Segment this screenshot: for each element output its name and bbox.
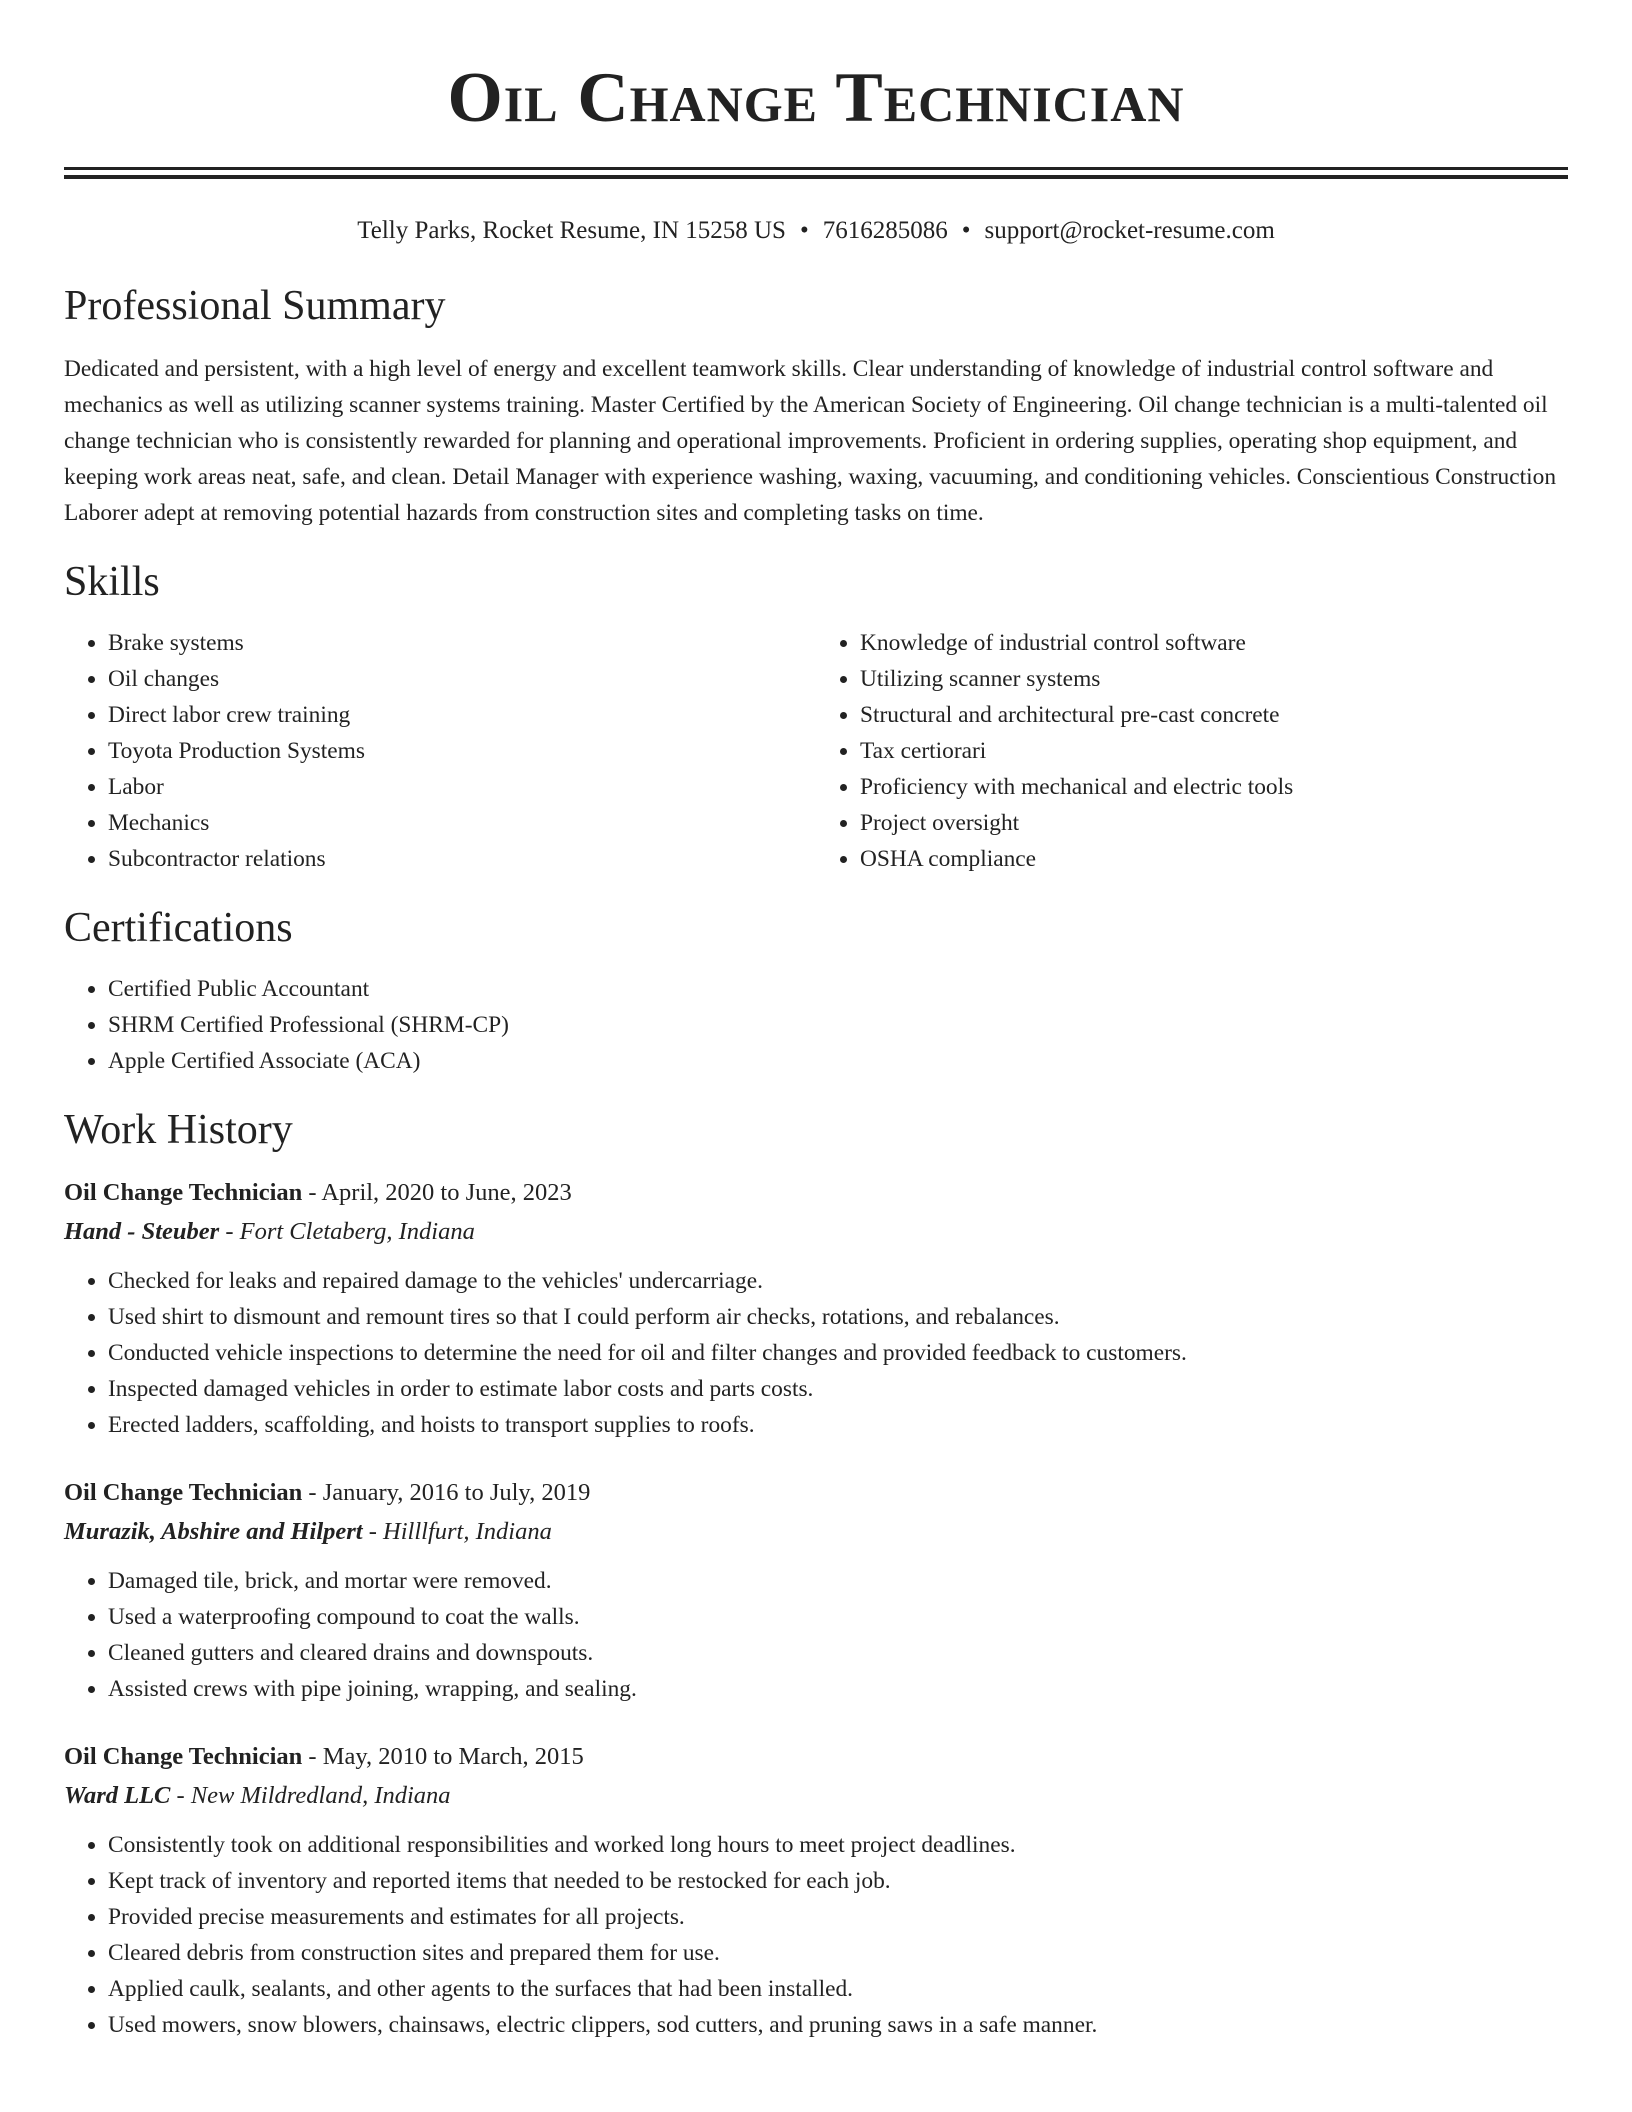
job-role: Oil Change Technician [64,1179,303,1206]
job-entry [64,1473,1568,1707]
skill-item: • Labor [108,769,816,805]
job-bullets [64,1263,1568,1443]
job-bullet: • Used shirt to dismount and remount tires so that I could perform air checks, rotations, and rebalances. [108,1299,1568,1335]
skill-item: • OSHA compliance [860,841,1568,877]
skill-item: • Tax certiorari [860,733,1568,769]
contact-line [64,218,1568,243]
job-location: Hilllfurt, Indiana [383,1518,552,1545]
job-bullet: • Cleaned gutters and cleared drains and downspouts. [108,1635,1568,1671]
job-bullet: • Used mowers, snow blowers, chainsaws, electric clippers, sod cutters, and pruning saws in a safe manner. [108,2007,1568,2043]
job-title-line [64,1737,1568,1776]
contact-separator: • [961,217,971,244]
job-title-line [64,1473,1568,1512]
skill-item: • Toyota Production Systems [108,733,816,769]
job-bullet: • Consistently took on additional responsibilities and worked long hours to meet project deadlines. [108,1827,1568,1863]
job-company-line [64,1776,1568,1815]
job-bullet: • Applied caulk, sealants, and other agents to the surfaces that had been installed. [108,1971,1568,2007]
skill-item: • Utilizing scanner systems [860,661,1568,697]
job-bullet: • Erected ladders, scaffolding, and hoists to transport supplies to roofs. [108,1407,1568,1443]
job-bullet: • Used a waterproofing compound to coat the walls. [108,1599,1568,1635]
certifications-heading: Certifications [64,905,293,951]
certification-item: • Certified Public Accountant [108,971,1568,1007]
summary-heading: Professional Summary [64,283,446,329]
job-dash: - [308,1479,317,1506]
job-dash: - [308,1743,317,1770]
job-company: Hand - Steuber [64,1218,220,1245]
contact-email: support@rocket-resume.com [984,217,1275,244]
skill-item: • Project oversight [860,805,1568,841]
job-bullet: • Conducted vehicle inspections to determine the need for oil and filter changes and provided feedback to customers. [108,1335,1568,1371]
job-dash: - [225,1218,234,1245]
job-bullet: • Assisted crews with pipe joining, wrapping, and sealing. [108,1671,1568,1707]
job-role: Oil Change Technician [64,1743,303,1770]
job-bullet: • Checked for leaks and repaired damage to the vehicles' undercarriage. [108,1263,1568,1299]
job-location: New Mildredland, Indiana [190,1782,451,1809]
certification-item: • SHRM Certified Professional (SHRM-CP) [108,1007,1568,1043]
job-dates: April, 2020 to June, 2023 [321,1179,572,1206]
job-bullets [64,1827,1568,2043]
job-dash: - [176,1782,185,1809]
skill-item: • Structural and architectural pre-cast concrete [860,697,1568,733]
contact-phone: 7616285086 [822,217,948,244]
job-company-line [64,1212,1568,1251]
contact-separator: • [799,217,809,244]
job-dash: - [368,1518,377,1545]
job-title-line [64,1173,1568,1212]
summary-text: Dedicated and persistent, with a high level of energy and excellent teamwork skills. Clear understanding of knowledge of industrial control software and mechanics as well as utilizing scanner systems training. Master Certified by the American Society of Engineering. Oil change technician is a multi-talented oil change technician who is consistently rewarded for planning and operational improvements. Proficient in ordering supplies, operating shop equipment, and keeping work areas neat, safe, and clean. Detail Manager with experience washing, waxing, vacuuming, and conditioning vehicles. Conscientious Construction Laborer adept at removing potential hazards from construction sites and completing tasks on time. [64,356,1557,526]
job-company: Murazik, Abshire and Hilpert [64,1518,363,1545]
skill-item: • Mechanics [108,805,816,841]
job-entry [64,1173,1568,1443]
skill-item: • Oil changes [108,661,816,697]
job-role: Oil Change Technician [64,1479,303,1506]
certifications-list [64,971,1568,1079]
contact-address: Telly Parks, Rocket Resume, IN 15258 US [357,217,786,244]
certification-item: • Apple Certified Associate (ACA) [108,1043,1568,1079]
job-bullets [64,1563,1568,1707]
skill-item: • Proficiency with mechanical and electric tools [860,769,1568,805]
job-dash: - [308,1179,317,1206]
job-bullet: • Damaged tile, brick, and mortar were removed. [108,1563,1568,1599]
job-location: Fort Cletaberg, Indiana [239,1218,475,1245]
skills-list-right [816,625,1568,877]
job-dates: May, 2010 to March, 2015 [322,1743,584,1770]
skills-heading: Skills [64,559,160,605]
skills-list-left [64,625,816,877]
skill-item: • Knowledge of industrial control software [860,625,1568,661]
resume-page [64,0,1568,2043]
job-bullet: • Provided precise measurements and estimates for all projects. [108,1899,1568,1935]
skill-item: • Subcontractor relations [108,841,816,877]
job-bullet: • Cleared debris from construction sites and prepared them for use. [108,1935,1568,1971]
job-company-line [64,1512,1568,1551]
job-company: Ward LLC [64,1782,171,1809]
skill-item: • Brake systems [108,625,816,661]
job-bullet: • Kept track of inventory and reported items that needed to be restocked for each job. [108,1863,1568,1899]
job-dates: January, 2016 to July, 2019 [322,1479,591,1506]
job-entry [64,1737,1568,2043]
resume-title: Oil Change Technician [447,59,1185,137]
skill-item: • Direct labor crew training [108,697,816,733]
job-bullet: • Inspected damaged vehicles in order to estimate labor costs and parts costs. [108,1371,1568,1407]
skills-columns [64,625,1568,877]
work-history-heading: Work History [64,1107,293,1153]
title-divider [64,167,1568,170]
